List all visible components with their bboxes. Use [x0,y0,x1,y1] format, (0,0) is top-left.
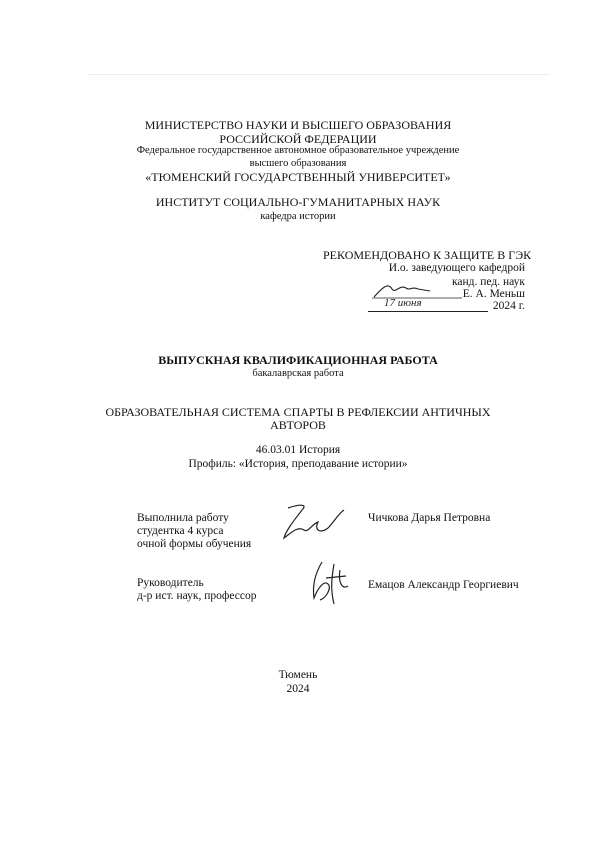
footer-year: 2024 [286,683,310,695]
student-label-2: студентка 4 курса [137,525,224,537]
approval-name: Е. А. Меньш [462,288,525,300]
student-signature [278,500,348,546]
work-title-line-2: АВТОРОВ [270,418,326,432]
approval-title: РЕКОМЕНДОВАНО К ЗАЩИТЕ В ГЭК [323,248,532,262]
work-code: 46.03.01 История [255,444,341,456]
supervisor-label-1: Руководитель [137,577,204,589]
work-profile: Профиль: «История, преподавание истории» [188,458,408,470]
footer-city: Тюмень [278,669,318,681]
institute-name: ИНСТИТУТ СОЦИАЛЬНО-ГУМАНИТАРНЫХ НАУК [155,195,441,209]
approval-year: 2024 г. [492,300,525,312]
approval-position: И.о. заведующего кафедрой [388,262,525,274]
work-subtype: бакалаврская работа [252,368,344,379]
institution-line-1: Федеральное государственное автономное образовательное учреждение [136,145,460,156]
university-name: «ТЮМЕНСКИЙ ГОСУДАРСТВЕННЫЙ УНИВЕРСИТЕТ» [145,170,451,184]
supervisor-label-2: д-р ист. наук, профессор [137,590,257,602]
department-name: кафедра истории [260,211,336,222]
student-name: Чичкова Дарья Петровна [368,512,491,524]
student-label-3: очной формы обучения [137,538,252,550]
approval-date-handwritten: 17 июня [384,297,422,309]
page-top-divider [88,74,550,75]
supervisor-name: Емацов Александр Георгиевич [368,579,519,591]
ministry-line-1: МИНИСТЕРСТВО НАУКИ И ВЫСШЕГО ОБРАЗОВАНИЯ [144,118,452,132]
approval-degree: канд. пед. наук [452,276,525,288]
work-title-line-1: ОБРАЗОВАТЕЛЬНАЯ СИСТЕМА СПАРТЫ В РЕФЛЕКСИИ АНТИЧНЫХ [105,405,491,419]
supervisor-signature [304,558,354,608]
institution-line-2: высшего образования [249,158,347,169]
student-label-1: Выполнила работу [137,512,229,524]
approval-date-line [368,311,488,312]
ministry-line-2: РОССИЙСКОЙ ФЕДЕРАЦИИ [219,132,377,146]
work-type: ВЫПУСКНАЯ КВАЛИФИКАЦИОННАЯ РАБОТА [158,353,438,367]
